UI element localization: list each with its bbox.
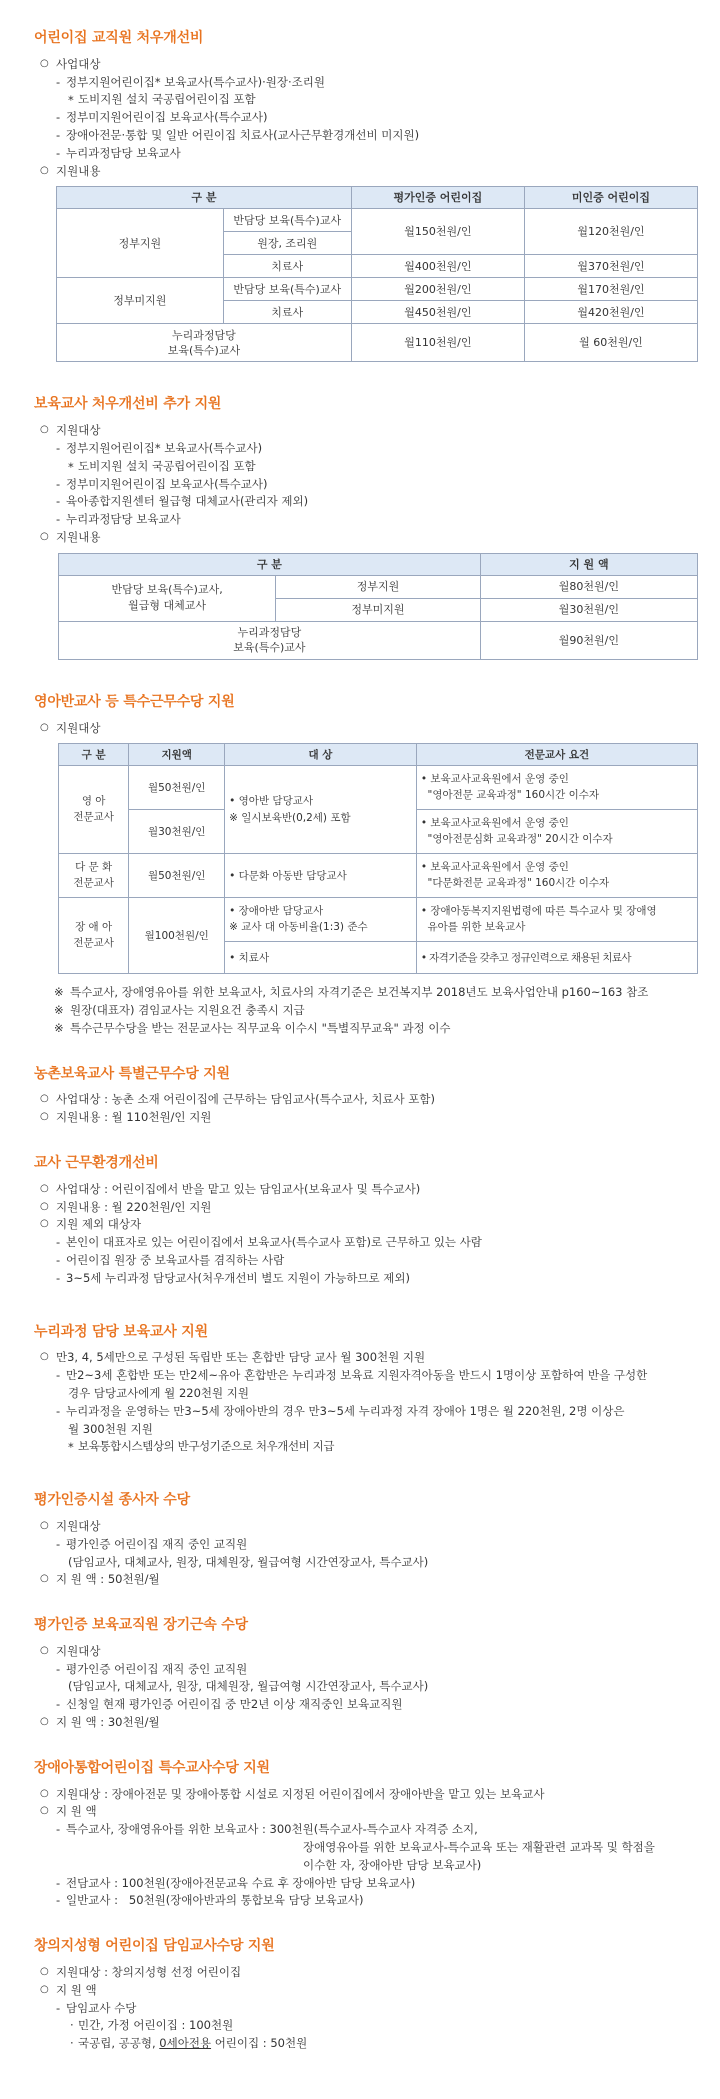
list-item: - 3~5세 누리과정 담당교사(처우개선비 별도 지원이 가능하므로 제외)	[34, 1270, 698, 1288]
section-special-teacher	[34, 1758, 698, 1910]
list-item: ○ 지 원 액	[34, 1803, 698, 1821]
section-title: 농촌보육교사 특별근무수당 지원	[34, 1065, 230, 1082]
section-nuri-teacher	[34, 1322, 698, 1457]
table-header: 미인증 어린이집	[524, 187, 697, 209]
section-teacher-allowance	[34, 28, 698, 368]
list-item-cont: 월 300천원 지원	[68, 1421, 153, 1436]
list-item: ○ 지원내용 : 월 110천원/인 지원	[34, 1109, 698, 1127]
list-item: ○ 사업대상 : 어린이집에서 반을 맡고 있는 담임교사(보육교사 및 특수교사)	[34, 1181, 698, 1199]
table-cell: 치료사	[223, 301, 351, 324]
table-header: 전문교사 요건	[416, 744, 697, 766]
section-title: 어린이집 교직원 처우개선비	[34, 30, 204, 46]
list-item: - 본인이 대표자로 있는 어린이집에서 보육교사(특수교사 포함)로 근무하고 있는 사람	[34, 1234, 698, 1252]
table-cell: 월150천원/인	[351, 209, 524, 255]
table-cell: 누리과정담당 보육(특수)교사	[57, 324, 352, 362]
table-cell: 월 60천원/인	[524, 324, 697, 362]
list-item: ○ 만3, 4, 5세만으로 구성된 독립반 또는 혼합반 담당 교사 월 300천원 지원	[34, 1349, 698, 1367]
list-item: ○ 지원대상	[34, 1518, 698, 1536]
note: ※ 원장(대표자) 겸임교사는 지원요건 충족시 지급	[34, 1002, 698, 1020]
table-cell: 정부지원	[57, 209, 224, 278]
list-item: * 도비지원 설치 국공립어린이집 포함	[34, 458, 698, 476]
list-item: ○ 지원대상	[34, 422, 698, 440]
list-item: - 만2~3세 혼합반 또는 만2세~유아 혼합반은 누리과정 보육료 지원자격아동을 반드시 1명이상 포함하여 반을 구성한	[34, 1367, 698, 1385]
section-title: 영아반교사 등 특수근무수당 지원	[34, 693, 235, 710]
note: ※ 특수근무수당을 받는 전문교사는 직무교육 이수시 "특별직무교육" 과정 이수	[34, 1020, 698, 1038]
list-item: - 신청일 현재 평가인증 어린이집 중 만2년 이상 재직중인 보육교직원	[34, 1696, 698, 1714]
section-title: 평가인증시설 종사자 수당	[34, 1492, 190, 1509]
table-cell: • 보육교사교육원에서 운영 중인 "영아전문심화 교육과정" 20시간 이수자	[416, 810, 697, 854]
table-header: 구 분	[57, 187, 352, 209]
table-header: 대 상	[225, 744, 417, 766]
list-item: - 평가인증 어린이집 재직 중인 교직원	[34, 1536, 698, 1554]
table-cell: 월30천원/인	[129, 810, 225, 854]
table-cell: • 영아반 담당교사 ※ 일시보육반(0,2세) 포함	[225, 766, 417, 854]
table-cell: 정부미지원	[57, 278, 224, 324]
table-cell: 정부지원	[276, 575, 480, 598]
table-cell: 장 애 아 전문교사	[59, 898, 129, 974]
table-cell: • 다문화 아동반 담당교사	[225, 854, 417, 898]
list-item: ○ 지원대상	[34, 1643, 698, 1661]
table-cell: 누리과정담당 보육(특수)교사	[59, 621, 481, 659]
list-item: ○ 지 원 액	[34, 1982, 698, 2000]
list-item-cont: (담임교사, 대체교사, 원장, 대체원장, 월급여형 시간연장교사, 특수교사)	[68, 1679, 429, 1694]
table-cell: 영 아 전문교사	[59, 766, 129, 854]
section-additional-support	[34, 394, 698, 665]
table-cell: • 보육교사교육원에서 운영 중인 "다문화전문 교육과정" 160시간 이수자	[416, 854, 697, 898]
list-item: ○ 사업대상 : 농촌 소재 어린이집에 근무하는 담임교사(특수교사, 치료사 포함)	[34, 1091, 698, 1109]
list-item: ○ 지 원 액 : 50천원/월	[34, 1571, 698, 1589]
table-cell: 월50천원/인	[129, 766, 225, 810]
list-item: - 전담교사 : 100천원(장애아전문교육 수료 후 장애아반 담당 보육교사)	[34, 1875, 698, 1893]
table-cell: 월90천원/인	[480, 621, 697, 659]
list-item: ○ 지원내용	[34, 163, 698, 181]
list-item: - 육아종합지원센터 월급형 대체교사(관리자 제외)	[34, 493, 698, 511]
table-cell: 월170천원/인	[524, 278, 697, 301]
table-cell: 월420천원/인	[524, 301, 697, 324]
list-item: - 장애아전문·통합 및 일반 어린이집 치료사(교사근무환경개선비 미지원)	[34, 127, 698, 145]
table-cell: 월400천원/인	[351, 255, 524, 278]
list-item: ○ 지원내용	[34, 529, 698, 547]
list-item-cont: 장애영유아를 위한 보육교사-특수교육 또는 재활관련 교과목 및 학점을	[303, 1840, 655, 1855]
note: ※ 특수교사, 장애영유아를 위한 보육교사, 치료사의 자격기준은 보건복지부 2018년도 보육사업안내 p160~163 참조	[34, 984, 698, 1002]
section-rural-allowance	[34, 1064, 698, 1127]
list-item: - 담임교사 수당	[34, 2000, 698, 2018]
list-item: - 누리과정을 운영하는 만3~5세 장애아반의 경우 만3~5세 누리과정 자격 장애아 1명은 월 220천원, 2명 이상은	[34, 1403, 698, 1421]
table-cell: • 장애아반 담당교사 ※ 교사 대 아동비율(1:3) 준수	[225, 898, 417, 942]
list-item: - 누리과정담당 보육교사	[34, 145, 698, 163]
table-header: 구 분	[59, 553, 481, 575]
table-cell: • 자격기준을 갖추고 정규인력으로 채용된 치료사	[416, 942, 697, 974]
list-item: ○ 지원대상 : 창의지성형 선정 어린이집	[34, 1964, 698, 1982]
list-item: - 정부미지원어린이집 보육교사(특수교사)	[34, 476, 698, 494]
table-cell: 다 문 화 전문교사	[59, 854, 129, 898]
section-work-environment	[34, 1153, 698, 1288]
list-item	[34, 2035, 698, 2053]
list-item: · 민간, 가정 어린이집 : 100천원	[34, 2017, 698, 2035]
section-title: 평가인증 보육교직원 장기근속 수당	[34, 1617, 248, 1634]
list-item-cont: 이수한 자, 장애아반 담당 보육교사)	[303, 1857, 482, 1872]
table-cell: 치료사	[223, 255, 351, 278]
list-item: ○ 지원대상 : 장애아전문 및 장애아통합 시설로 지정된 어린이집에서 장애아반을 맡고 있는 보육교사	[34, 1786, 698, 1804]
section-title: 누리과정 담당 보육교사 지원	[34, 1323, 208, 1340]
table-cell: 월30천원/인	[480, 598, 697, 621]
list-item: ○ 지 원 액 : 30천원/월	[34, 1714, 698, 1732]
section-title: 장애아통합어린이집 특수교사수당 지원	[34, 1759, 270, 1776]
section-title: 교사 근무환경개선비	[34, 1155, 159, 1172]
list-item: - 누리과정담당 보육교사	[34, 511, 698, 529]
table-header: 평가인증 어린이집	[351, 187, 524, 209]
table-cell: 반담당 보육(특수)교사	[223, 209, 351, 232]
table-cell: 월100천원/인	[129, 898, 225, 974]
list-item: - 특수교사, 장애영유아를 위한 보육교사 : 300천원(특수교사-특수교사 자격증 소지,	[34, 1821, 698, 1839]
table-cell: 반담당 보육(특수)교사	[223, 278, 351, 301]
table-cell: 월80천원/인	[480, 575, 697, 598]
additional-support-table	[58, 553, 698, 660]
list-item-text: 국공립, 공공형,	[78, 2036, 160, 2051]
list-item: - 정부지원어린이집* 보육교사(특수교사)	[34, 440, 698, 458]
list-item: - 정부지원어린이집* 보육교사(특수교사)·원장·조리원	[34, 74, 698, 92]
list-item: ○ 지원대상	[34, 720, 698, 738]
list-item: - 어린이집 원장 중 보육교사를 겸직하는 사람	[34, 1252, 698, 1270]
table-cell: 월200천원/인	[351, 278, 524, 301]
table-cell: 월370천원/인	[524, 255, 697, 278]
list-item: ○ 지원내용 : 월 220천원/인 지원	[34, 1199, 698, 1217]
table-cell: 월110천원/인	[351, 324, 524, 362]
list-item: ○ 지원 제외 대상자	[34, 1216, 698, 1234]
section-long-service	[34, 1615, 698, 1732]
allowance-table	[56, 186, 698, 362]
underlined-text: 0세아전용	[159, 2036, 212, 2051]
list-item-text: 어린이집 : 50천원	[211, 2036, 308, 2051]
section-creative-daycare	[34, 1936, 698, 2053]
section-accredited-allowance	[34, 1490, 698, 1589]
list-item: * 도비지원 설치 국공립어린이집 포함	[34, 91, 698, 109]
list-item-cont: 경우 담당교사에게 월 220천원 지원	[68, 1385, 249, 1400]
table-header: 구 분	[59, 744, 129, 766]
list-item: - 정부미지원어린이집 보육교사(특수교사)	[34, 109, 698, 127]
table-header: 지 원 액	[480, 553, 697, 575]
table-header: 지원액	[129, 744, 225, 766]
table-cell: 월450천원/인	[351, 301, 524, 324]
table-cell: 반담당 보육(특수)교사, 월급형 대체교사	[59, 575, 276, 621]
section-special-work-allowance	[34, 692, 698, 1038]
special-allowance-table	[58, 743, 698, 974]
list-item: ○ 사업대상	[34, 56, 698, 74]
section-title: 창의지성형 어린이집 담임교사수당 지원	[34, 1938, 275, 1955]
table-cell: • 장애아동복지지원법령에 따른 특수교사 및 장애영 유아를 위한 보육교사	[416, 898, 697, 942]
table-cell: 월120천원/인	[524, 209, 697, 255]
list-item-cont: (담임교사, 대체교사, 원장, 대체원장, 월급여형 시간연장교사, 특수교사)	[68, 1554, 429, 1569]
table-cell: 원장, 조리원	[223, 232, 351, 255]
table-cell: • 치료사	[225, 942, 417, 974]
list-item: * 보육통합시스템상의 반구성기준으로 처우개선비 지급	[34, 1438, 698, 1456]
list-item: - 평가인증 어린이집 재직 중인 교직원	[34, 1661, 698, 1679]
table-cell: • 보육교사교육원에서 운영 중인 "영아전문 교육과정" 160시간 이수자	[416, 766, 697, 810]
table-cell: 정부미지원	[276, 598, 480, 621]
section-title: 보육교사 처우개선비 추가 지원	[34, 396, 222, 413]
table-cell: 월50천원/인	[129, 854, 225, 898]
list-item: - 일반교사 : 50천원(장애아반과의 통합보육 담당 보육교사)	[34, 1892, 698, 1910]
